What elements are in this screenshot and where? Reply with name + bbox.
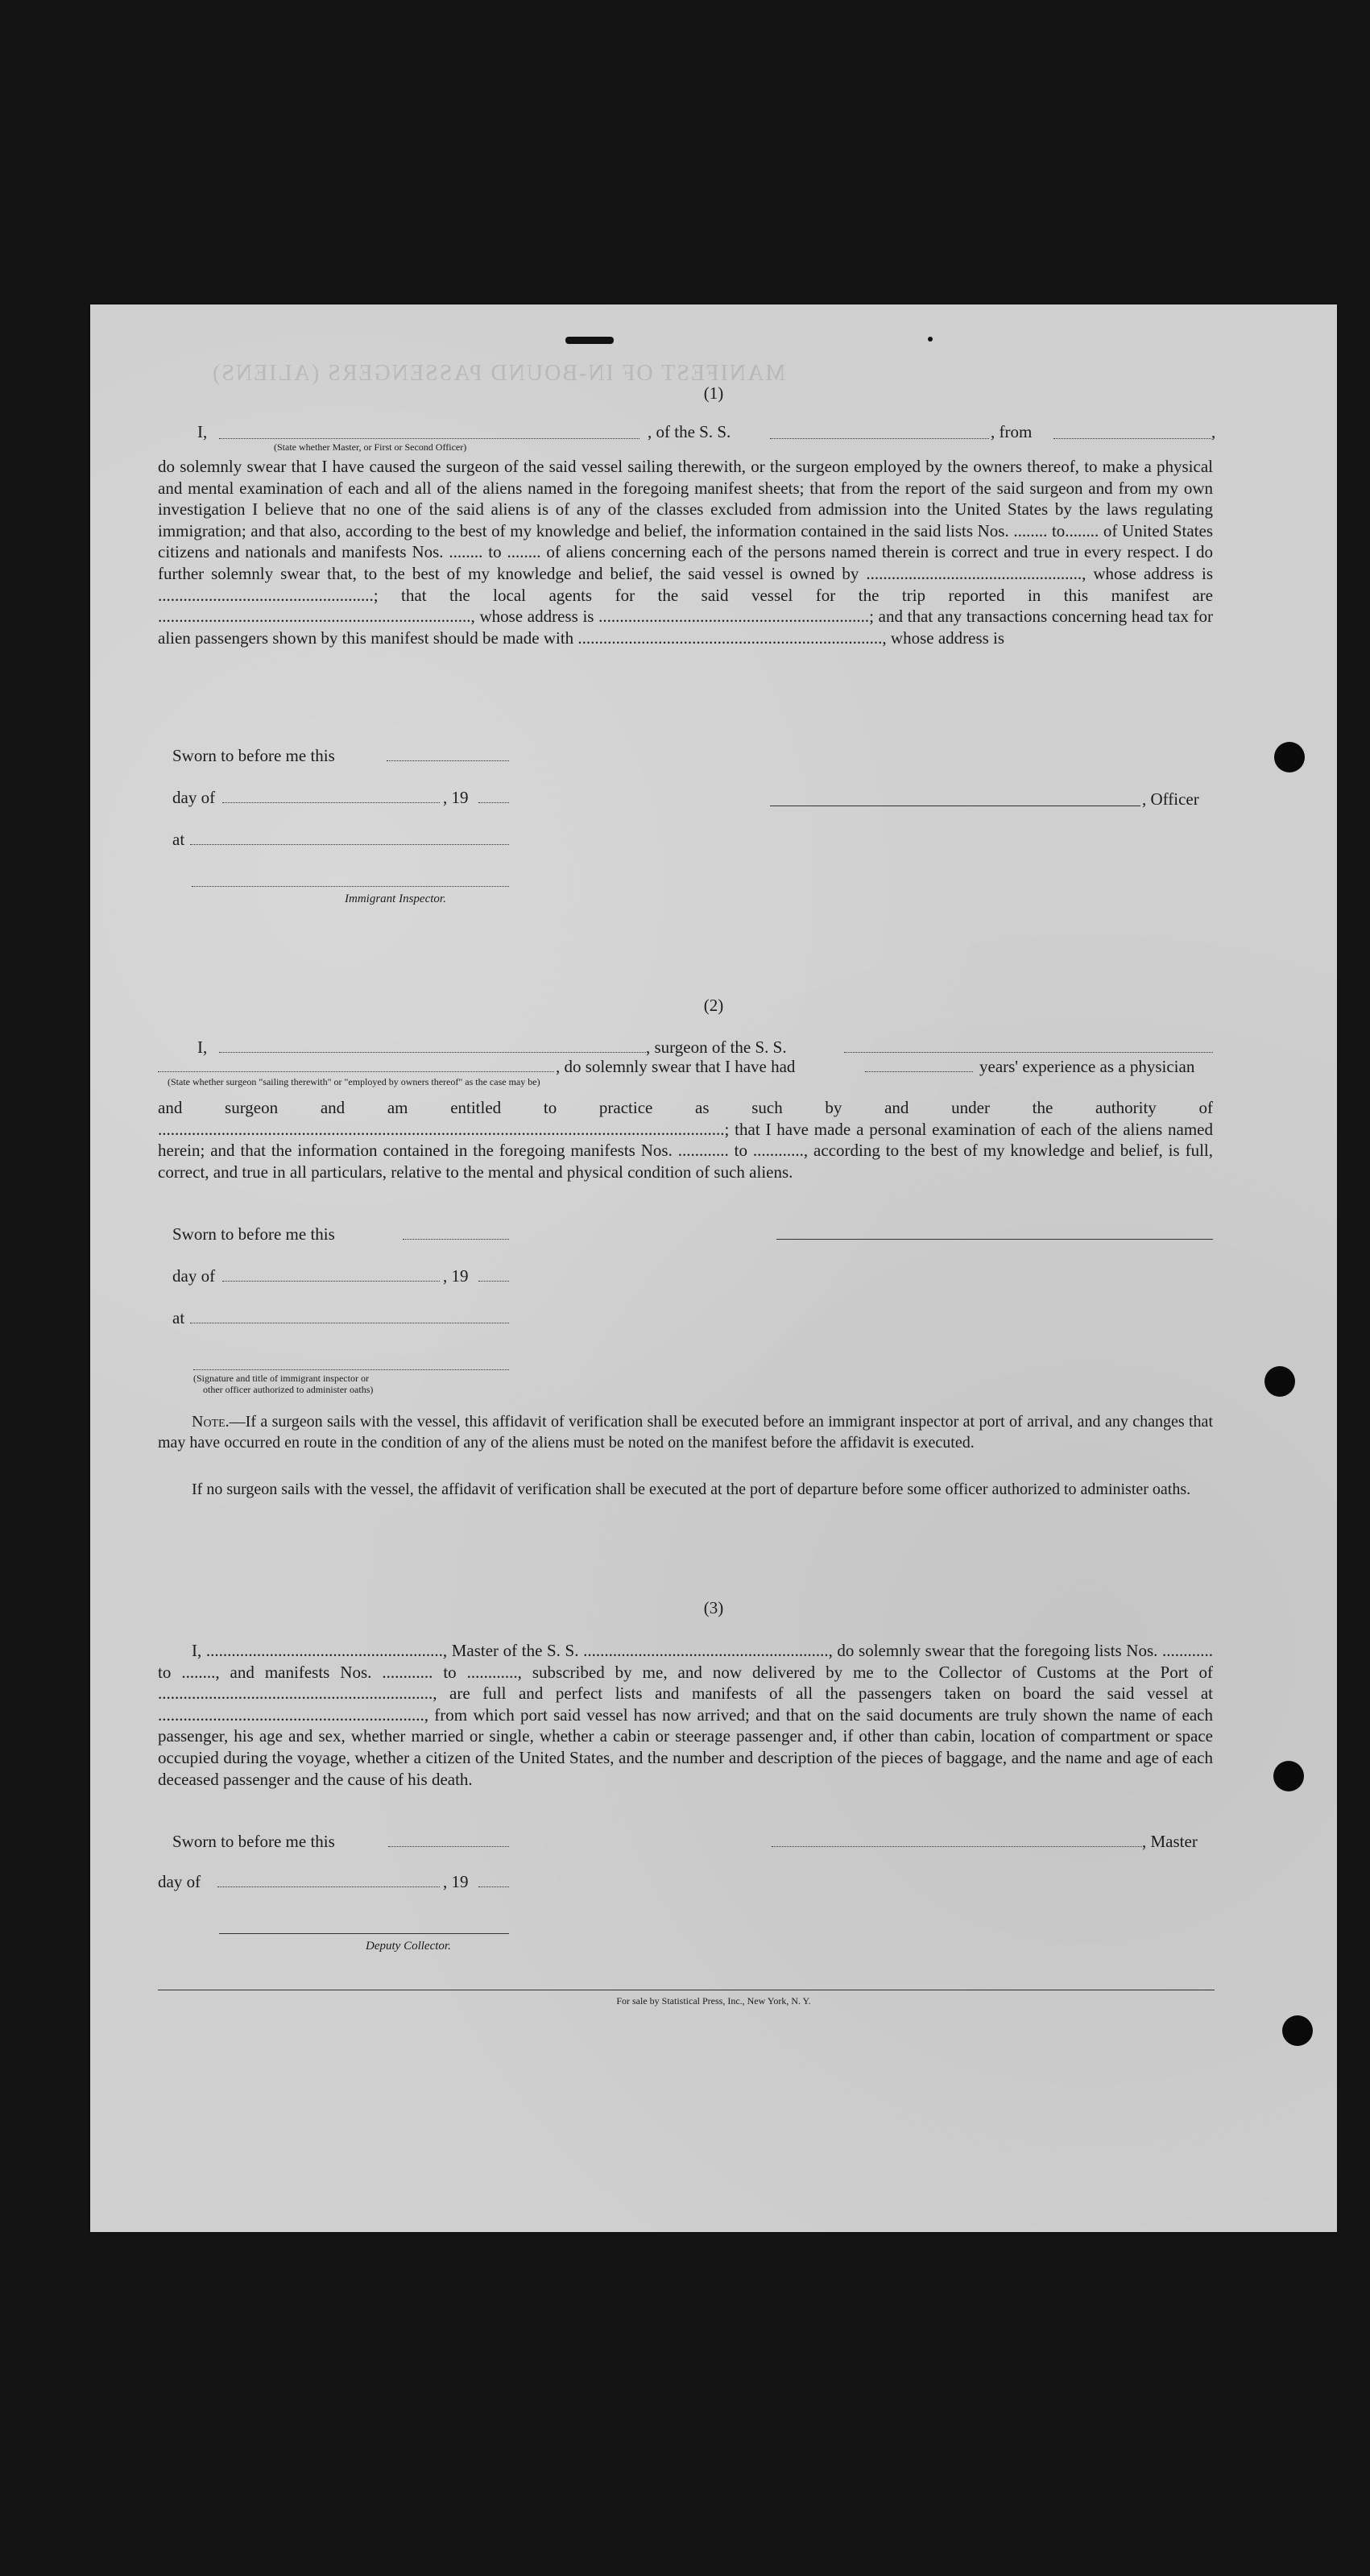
years-experience: years' experience as a physician	[979, 1057, 1195, 1076]
sworn-label-3: Sworn to before me this	[172, 1832, 335, 1851]
line-comma: ,	[1211, 422, 1216, 441]
inspector-signature-line	[192, 886, 509, 887]
day-of-label-2: day of	[172, 1266, 216, 1286]
punch-hole	[1273, 1761, 1304, 1791]
at-blank-1	[190, 844, 509, 845]
day-of-blank-3	[217, 1886, 440, 1887]
year-blank-2	[478, 1281, 509, 1282]
year-label-2: , 19	[443, 1266, 469, 1286]
collector-caption: Deputy Collector.	[366, 1940, 451, 1953]
port-from-blank	[1053, 438, 1211, 439]
section-2-number: (2)	[703, 996, 724, 1015]
at-label-1: at	[172, 830, 185, 849]
punch-hole	[1282, 2015, 1313, 2046]
sworn-date-blank-3	[388, 1846, 509, 1847]
day-of-blank-2	[222, 1281, 440, 1282]
collector-signature-line	[219, 1933, 509, 1934]
sworn-date-blank-1	[387, 760, 509, 761]
year-blank-1	[478, 802, 509, 803]
master-signature-line	[772, 1846, 1142, 1847]
of-the-ss: , of the S. S.	[648, 422, 731, 441]
surgeon-i: I,	[197, 1037, 208, 1057]
inspector-signature-line-2	[193, 1369, 509, 1370]
punch-hole	[1264, 1366, 1295, 1397]
day-of-blank-1	[222, 802, 440, 803]
note-label: Note.	[192, 1413, 230, 1431]
officer-name-blank	[219, 438, 639, 439]
signature-caption-1: (Signature and title of immigrant inspector or	[193, 1373, 369, 1384]
master-label: , Master	[1142, 1832, 1198, 1851]
surgeon-name-blank	[219, 1052, 646, 1053]
vessel-name-blank	[770, 438, 989, 439]
year-blank-3	[478, 1886, 509, 1887]
solemnly-swear: , do solemnly swear that I have had	[556, 1057, 796, 1076]
at-label-2: at	[172, 1308, 185, 1327]
section-1-number: (1)	[703, 383, 724, 403]
note-paragraph-2: If no surgeon sails with the vessel, the affidavit of verification shall be executed at the port of departure before some officer authorized to administer oaths.	[192, 1481, 1191, 1498]
surgeon-status-blank	[158, 1071, 554, 1072]
signature-caption-2: other officer authorized to administer oaths)	[203, 1384, 374, 1395]
form-sheet	[90, 304, 1337, 2232]
punch-hole	[1274, 742, 1305, 772]
from-label: , from	[991, 422, 1033, 441]
officer-caption: (State whether Master, or First or Second Officer)	[274, 441, 467, 453]
ink-blot	[565, 337, 614, 344]
surgeon-caption: (State whether surgeon "sailing therewith" or "employed by owners thereof" as the case may be)	[168, 1076, 540, 1087]
surgeon-vessel-blank	[844, 1052, 1213, 1053]
inspector-caption: Immigrant Inspector.	[345, 892, 446, 905]
printer-footer: For sale by Statistical Press, Inc., New York, N. Y.	[616, 1995, 811, 2007]
sworn-label-2: Sworn to before me this	[172, 1224, 335, 1244]
year-label-3: , 19	[443, 1872, 469, 1891]
bleed-through-text: MANIFEST OF IN-BOUND PASSENGERS (ALIENS)	[211, 361, 786, 386]
note-paragraph	[158, 1411, 1213, 1453]
sworn-label-1: Sworn to before me this	[172, 746, 335, 765]
note-text: —If a surgeon sails with the vessel, this affidavit of verification shall be executed before an immigrant inspector at port of arrival, and any changes that may have occurred en route in the condition of any of the aliens must be noted on the manifest before the affidavit is executed.	[158, 1413, 1213, 1452]
section-3-body: I, ........................................................, Master of the S. S. .........................................................., do solemnly swear that the foregoing lists Nos. ............ to ........, and manifests Nos. ............ to ............, subscribed by me, and now delivered by me to the Collector of Customs at the Port of ................................................................., are full and perfect lists and manifests of all the passengers taken on board the said vessel at ..............................................................., from which port said vessel has now arrived; and that on the said documents are truly shown the name of each passenger, his age and sex, whether married or single, whether a cabin or steerage passenger and, if other than cabin, location of compartment or space occupied during the voyage, whether a citizen of the United States, and the number and description of the pieces of baggage, and the name and age of each deceased passenger and the cause of his death.	[158, 1641, 1213, 1789]
day-of-label-1: day of	[172, 788, 216, 807]
ink-blot	[928, 337, 933, 342]
sworn-date-blank-2	[403, 1239, 509, 1240]
section-2-body: and surgeon and am entitled to practice as such by and under the authority of ......................................................................................................................................; that I have made a personal examination of each of the aliens named herein; and that the information contained in the foregoing manifests Nos. ............ to ............, according to the best of my knowledge and belief, is full, correct, and true in all particulars, relative to the mental and physical condition of such aliens.	[158, 1098, 1213, 1182]
section-1-body: do solemnly swear that I have caused the surgeon of the said vessel sailing therewith, or the surgeon employed by the owners thereof, to make a physical and mental examination of each and all of the aliens named in the foregoing manifest sheets; that from the report of the said surgeon and from my own investigation I believe that no one of the said aliens is of any of the classes excluded from admission into the United States by the laws regulating immigration; and that also, according to the best of my knowledge and belief, the information contained in the said lists Nos. ........ to........ of United States citizens and nationals and manifests Nos. ........ to ........ of aliens concerning each of the persons named therein is correct and true in every respect. I do further solemnly swear that, to the best of my knowledge and belief, the said vessel is owned by ..................................................., whose address is ...................................................; that the local agents for the said vessel for the trip reported in this manifest are .........................................................................., whose address is ................................................................; and that any transactions concerning head tax for alien passengers shown by this manifest should be made with ........................................................................, whose address is	[158, 457, 1213, 648]
year-label-1: , 19	[443, 788, 469, 807]
surgeon-signature-line	[776, 1239, 1213, 1240]
oath-i: I,	[197, 422, 208, 441]
day-of-label-3: day of	[158, 1872, 201, 1891]
years-blank	[865, 1071, 973, 1072]
surgeon-of-ss: , surgeon of the S. S.	[646, 1037, 787, 1057]
section-3-number: (3)	[703, 1598, 724, 1617]
officer-label: , Officer	[1142, 789, 1199, 809]
